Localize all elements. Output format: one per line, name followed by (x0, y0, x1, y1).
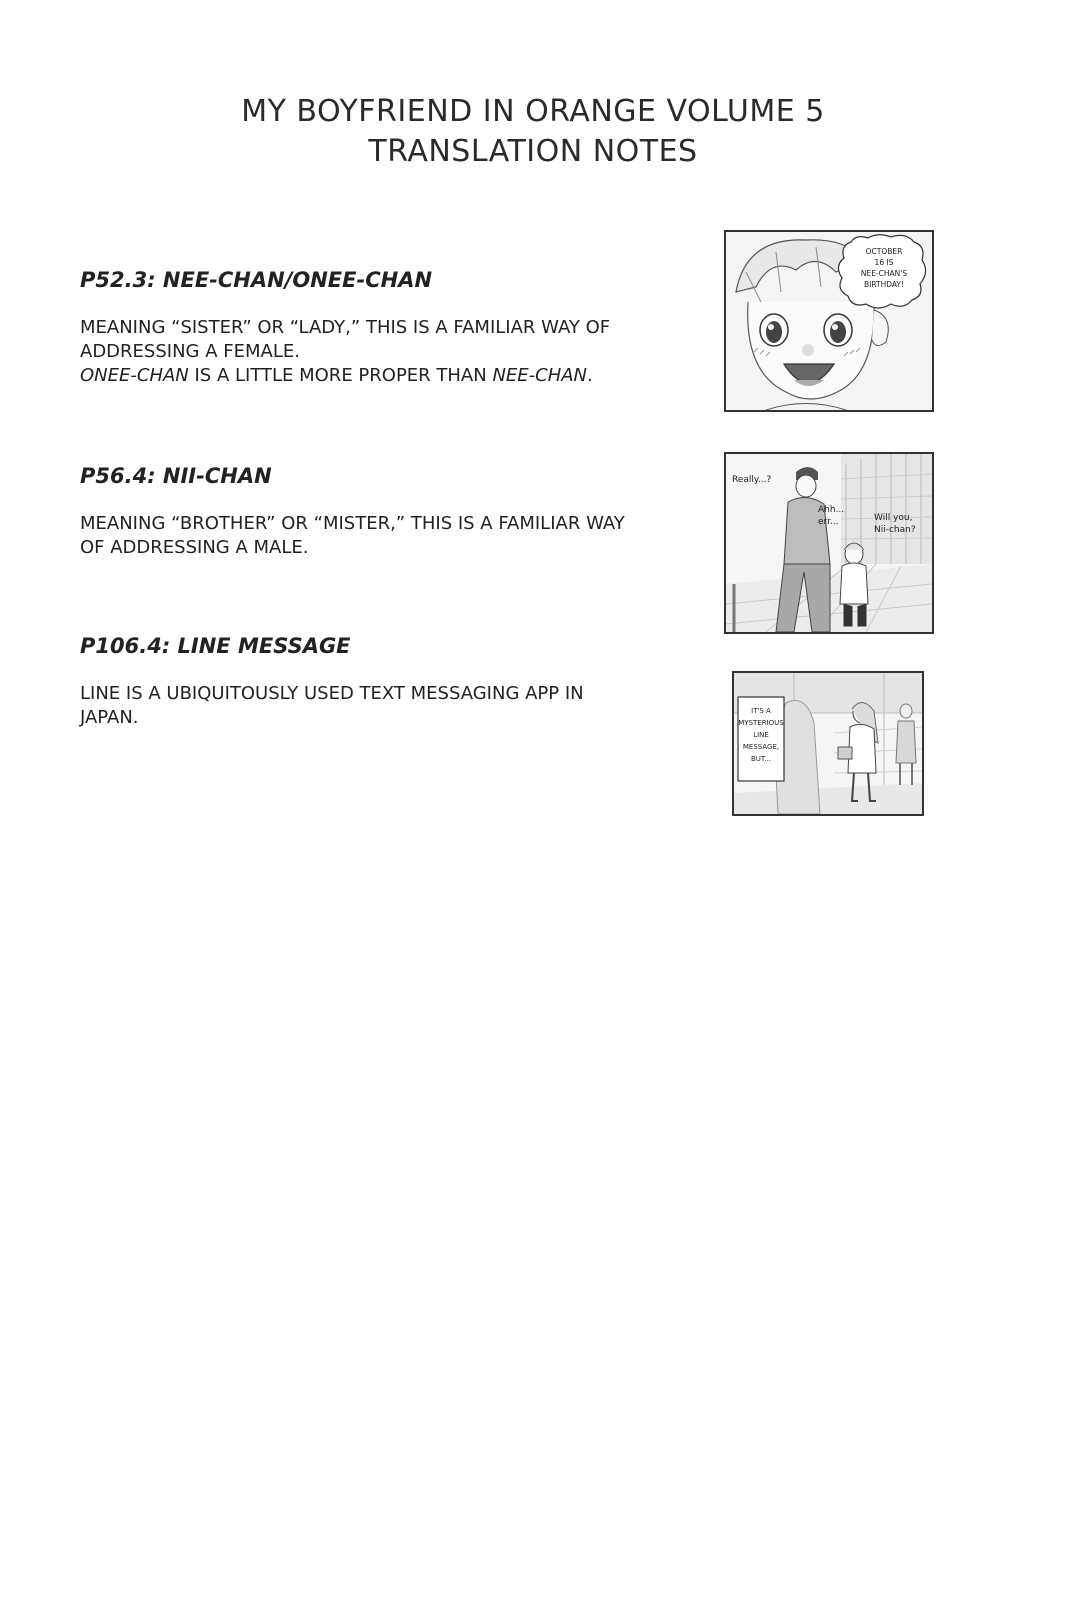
note-body-line: ADDRESSING A FEMALE. (80, 341, 300, 362)
note-body-line: LINE IS A UBIQUITOUSLY USED TEXT MESSAGING APP IN (80, 683, 584, 704)
panel-illustration (726, 232, 932, 410)
manga-panel-line-message (732, 671, 924, 816)
panel-illustration (726, 454, 932, 632)
term-nee-chan: NEE-CHAN (492, 365, 588, 386)
note-body-line: JAPAN. (80, 707, 139, 728)
note-body (80, 316, 680, 388)
page-title-line-1: MY BOYFRIEND IN ORANGE VOLUME 5 (241, 94, 825, 129)
bubble-text: Will you, (874, 513, 913, 523)
note-heading: P56.4: NII-CHAN (80, 464, 272, 488)
caption-text: MYSTERIOUS (738, 719, 784, 727)
note-body-line: MEANING “SISTER” OR “LADY,” THIS IS A FAMILIAR WAY OF (80, 317, 611, 338)
caption-text: BUT... (750, 755, 772, 763)
term-onee-chan: ONEE-CHAN (80, 365, 189, 386)
note-nii-chan (80, 462, 680, 560)
note-heading: P106.4: LINE MESSAGE (80, 634, 351, 658)
bubble-text: Nii-chan? (874, 525, 916, 535)
note-nee-chan (80, 266, 680, 388)
bubble-text: err... (818, 517, 839, 527)
note-body (80, 682, 680, 730)
note-body (80, 512, 680, 560)
panel-illustration (734, 673, 922, 814)
bubble-text: OCTOBER (865, 247, 903, 256)
note-body-line: MEANING “BROTHER” OR “MISTER,” THIS IS A FAMILIAR WAY (80, 513, 625, 534)
bubble-text: NEE-CHAN'S (860, 269, 908, 278)
caption-text: IT'S A (751, 707, 771, 715)
caption-text: LINE (753, 731, 769, 739)
bubble-text: Ahh... (818, 505, 845, 515)
note-body-line (80, 364, 680, 388)
manga-panel-nii-chan (724, 452, 934, 634)
note-body-text: IS A LITTLE MORE PROPER THAN (188, 365, 493, 386)
bubble-text: BIRTHDAY! (863, 280, 905, 289)
note-line-message (80, 632, 680, 730)
note-body-line: OF ADDRESSING A MALE. (80, 537, 309, 558)
note-heading: P52.3: NEE-CHAN/ONEE-CHAN (80, 268, 433, 292)
bubble-text: Really...? (732, 475, 772, 485)
note-body-text: . (587, 365, 593, 386)
page-title (0, 92, 1066, 172)
page-title-line-2: TRANSLATION NOTES (368, 134, 698, 169)
caption-text: MESSAGE, (742, 743, 780, 751)
manga-panel-birthday (724, 230, 934, 412)
bubble-text: 16 IS (874, 258, 894, 267)
